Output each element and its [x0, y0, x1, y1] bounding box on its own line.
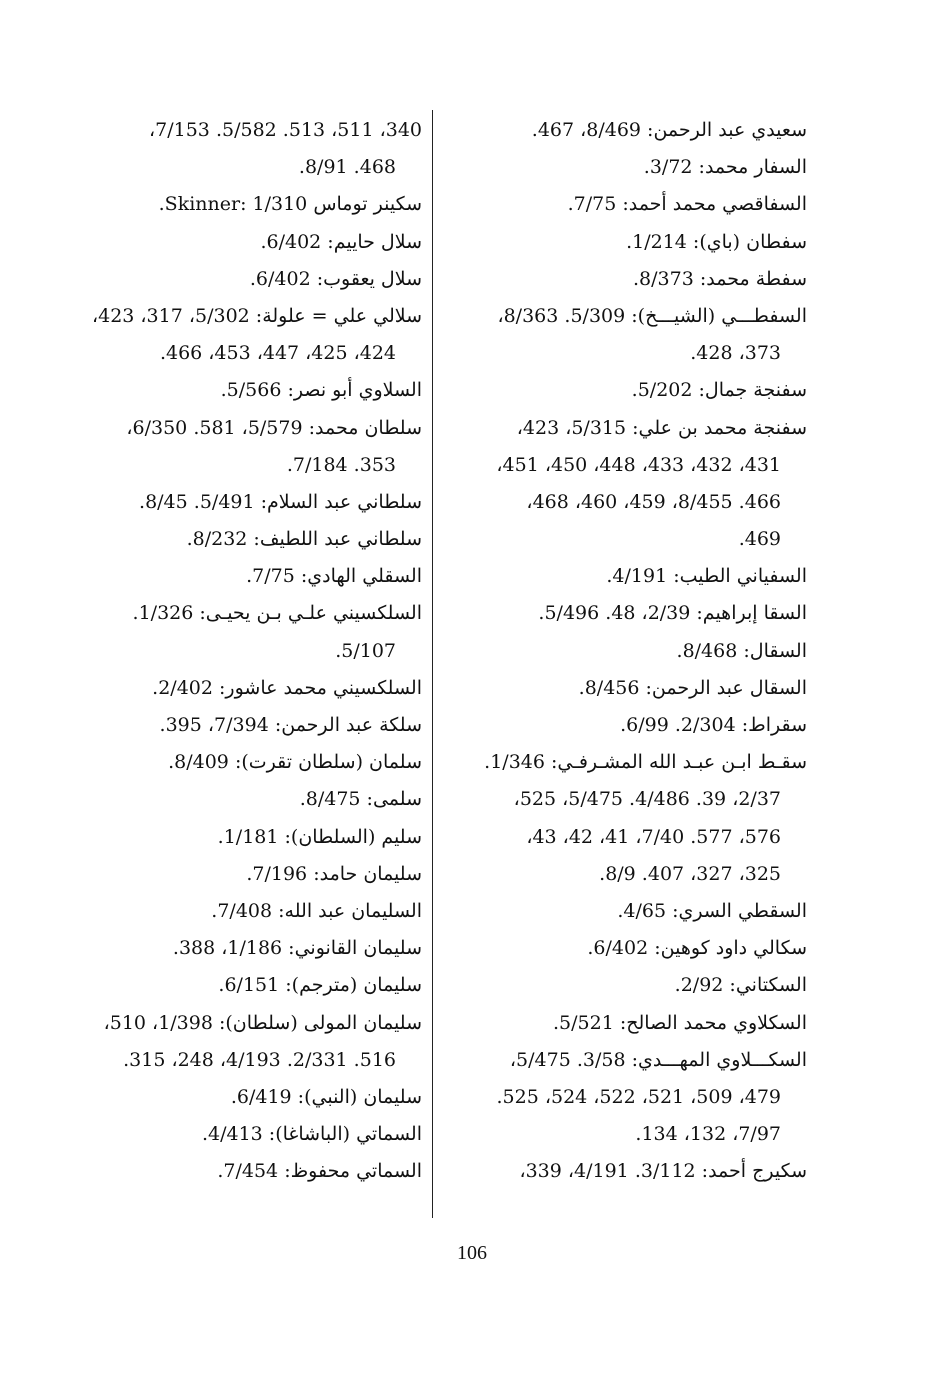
index-entry [412, 410, 807, 559]
entry-line: سلالي علي = علولة: 5/302، 317، 423، [91, 304, 422, 327]
entry-line: السفياني الطيب: 4/191. [606, 565, 807, 588]
index-entry [412, 1042, 807, 1154]
index-entry [22, 484, 422, 521]
entry-continuation-line: 479، 509، 521، 522، 524، 525. [496, 1085, 781, 1108]
entry-line: السماتي محفوظ: 7/454. [217, 1160, 422, 1183]
entry-continuation-line: 325، 327، 407. 8/9. [599, 862, 781, 885]
entry-line: السقلي الهادي: 7/75. [246, 565, 422, 588]
entry-line: سلكة عبد الرحمن: 7/394، 395. [159, 714, 422, 736]
entry-line: سليمان (النبي): 6/419. [230, 1085, 422, 1108]
index-entry [22, 930, 422, 967]
index-column-right [412, 112, 807, 1222]
index-entry [22, 112, 422, 186]
index-column-left [22, 112, 422, 1222]
index-entry [22, 1079, 422, 1116]
index-entry [22, 967, 422, 1004]
index-entry [412, 930, 807, 967]
index-entry [412, 967, 807, 1004]
entry-continuation-line: 469. [738, 528, 781, 551]
index-entry [22, 781, 422, 818]
index-entry [22, 819, 422, 856]
index-entry [412, 261, 807, 298]
entry-line: سكالي داود كوهين: 6/402. [587, 937, 807, 960]
entry-line: سليمان (مترجم): 6/151. [218, 974, 422, 997]
entry-continuation-line: 2/37، 39. 4/486. 5/475، 525، [513, 788, 781, 811]
entry-line: سلطاني عبد السلام: 5/491. 8/45. [139, 490, 422, 513]
entry-line: سلمى: 8/475. [299, 788, 422, 811]
index-entry [412, 670, 807, 707]
index-entry [22, 856, 422, 893]
entry-line: السكـــلاوي المهـــدي: 3/58. 5/475، [509, 1048, 807, 1071]
index-entry [22, 558, 422, 595]
entry-line: سلطان محمد: 5/579، 581. 6/350، [126, 416, 422, 439]
entry-line: 340، 511، 513. 5/582. 7/153، [149, 119, 422, 141]
index-entry [412, 633, 807, 670]
entry-line: سلال حاييم: 6/402. [260, 230, 422, 253]
entry-line: سليم (السلطان): 1/181. [217, 825, 422, 848]
index-entry [412, 558, 807, 595]
entry-line: السقال: 8/468. [676, 639, 807, 662]
entry-continuation-line: 5/107. [335, 639, 396, 662]
entry-line: سلمان (سلطان تقرت): 8/409. [168, 751, 422, 774]
entry-line: سقـط ابـن عبـد الله المشـرفـي: 1/346. [484, 751, 807, 774]
entry-continuation-line: 466. 8/455، 459، 460، 468، [526, 490, 781, 513]
index-entry [412, 744, 807, 893]
entry-continuation-line: 431، 432، 433، 448، 450، 451، [496, 453, 781, 476]
entry-line: سقراط: 2/304. 6/99. [620, 714, 807, 736]
entry-line: السفاقصي محمد أحمد: 7/75. [567, 193, 807, 216]
index-entry [22, 372, 422, 409]
entry-continuation-line: 424، 425، 447، 453، 466. [159, 342, 396, 365]
entry-line: سكيرج أحمد: 3/112. 4/191، 339، [519, 1160, 807, 1183]
index-entry [412, 707, 807, 744]
index-entry [22, 1116, 422, 1153]
index-entry [412, 372, 807, 409]
index-entry [412, 224, 807, 261]
index-entry [22, 595, 422, 669]
index-entry [22, 707, 422, 744]
entry-line: السقا إبراهيم: 2/39، 48. 5/496. [538, 602, 807, 625]
index-entry [412, 298, 807, 372]
entry-line: السقال عبد الرحمن: 8/456. [578, 676, 807, 699]
entry-line: السليمان عبد الله: 7/408. [211, 899, 422, 922]
page-number: 106 [457, 1242, 487, 1264]
index-entry [412, 1153, 807, 1190]
entry-line: سليمان حامد: 7/196. [246, 862, 422, 885]
entry-line: السكلاوي محمد الصالح: 5/521. [552, 1011, 807, 1034]
index-entry [412, 595, 807, 632]
entry-line: السفار محمد: 3/72. [643, 156, 807, 179]
entry-continuation-line: 353. 7/184. [286, 453, 396, 476]
entry-line: السقطي السري: 4/65. [617, 899, 807, 922]
entry-line: السلكسيني محمد عاشور: 2/402. [152, 676, 422, 699]
index-entry [22, 521, 422, 558]
index-entry [22, 410, 422, 484]
entry-line: السلكسيني علـي بـن يحيـى: 1/326. [132, 602, 422, 625]
entry-line: السماتي (الباشاغا): 4/413. [201, 1123, 422, 1146]
entry-line: سليمان القانوني: 1/186، 388. [172, 937, 422, 960]
index-entry [412, 112, 807, 149]
entry-line: سليمان المولى (سلطان): 1/398، 510، [103, 1011, 422, 1034]
entry-line: سكينر توماس Skinner: 1/310. [158, 193, 422, 216]
entry-line: السلاوي أبو نصر: 5/566. [220, 379, 422, 402]
index-entry [22, 893, 422, 930]
index-entry [22, 744, 422, 781]
entry-continuation-line: 7/97، 132، 134. [635, 1123, 781, 1146]
index-entry [22, 224, 422, 261]
entry-line: سفطة محمد: 8/373. [633, 267, 807, 290]
entry-continuation-line: 516. 2/331. 4/193، 248، 315. [123, 1048, 396, 1071]
entry-continuation-line: 468. 8/91. [298, 156, 396, 179]
entry-line: سفطان (باي): 1/214. [626, 230, 807, 253]
index-entry [22, 298, 422, 372]
index-entry [412, 186, 807, 223]
entry-line: السفطـــي (الشيـــخ): 5/309. 8/363، [497, 304, 807, 327]
index-entry [22, 261, 422, 298]
index-entry [22, 1153, 422, 1190]
entry-continuation-line: 576، 577. 7/40، 41، 42، 43، [526, 825, 781, 848]
entry-line: سفنجة جمال: 5/202. [631, 379, 807, 402]
entry-line: سعيدي عبد الرحمن: 8/469، 467. [531, 119, 807, 141]
index-entry [412, 893, 807, 930]
index-entry [22, 1005, 422, 1079]
entry-line: سلال يعقوب: 6/402. [249, 267, 422, 290]
index-entry [22, 186, 422, 223]
entry-line: السكتاني: 2/92. [674, 974, 807, 997]
index-entry [412, 149, 807, 186]
entry-line: سفنجة محمد بن علي: 5/315، 423، [516, 416, 807, 439]
index-entry [412, 1005, 807, 1042]
entry-line: سلطاني عبد اللطيف: 8/232. [186, 528, 422, 551]
index-entry [22, 670, 422, 707]
entry-continuation-line: 373، 428. [690, 342, 781, 365]
column-divider [432, 110, 433, 1218]
